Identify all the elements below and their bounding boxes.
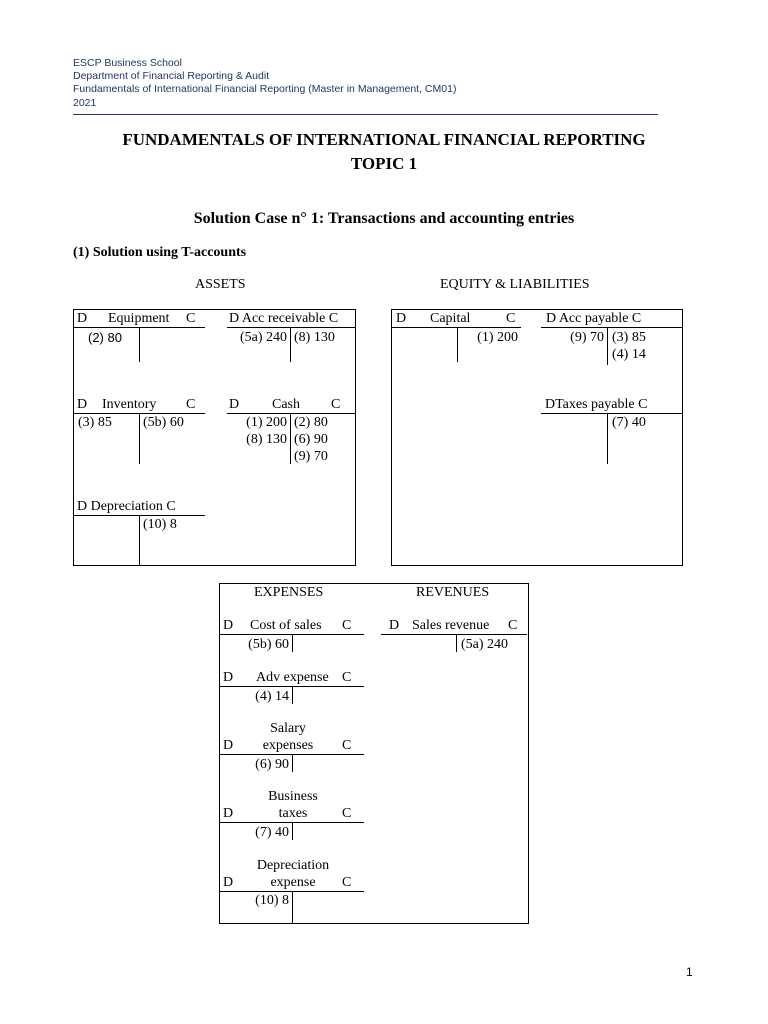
- cost-of-sales-debit-entry: (5b) 60: [248, 637, 289, 652]
- taxes-payable-credit-entry: (7) 40: [612, 415, 646, 430]
- depreciation-expense-name-line2: expense: [270, 875, 316, 890]
- document-topic: TOPIC 1: [350, 154, 418, 173]
- acc-payable-divider: [607, 327, 608, 365]
- cash-credit-marker: C: [331, 397, 341, 412]
- header-department: Department of Financial Reporting & Audit: [73, 70, 270, 82]
- salary-expenses-debit-entry: (6) 90: [255, 757, 289, 772]
- cash-divider: [290, 413, 291, 464]
- cost-of-sales-name: Cost of sales: [250, 618, 322, 633]
- adv-expense-debit-entry: (4) 14: [255, 689, 289, 704]
- acc-payable-debit-entry: (9) 70: [570, 330, 604, 345]
- capital-name: Capital: [430, 311, 471, 326]
- acc-receivable-top-line: [227, 327, 356, 328]
- header-course: Fundamentals of International Financial Reporting (Master in Management, CM01): [73, 83, 457, 95]
- depreciation-header: D Depreciation C: [77, 499, 176, 514]
- capital-credit-marker: C: [506, 311, 516, 326]
- revenues-heading: REVENUES: [416, 585, 490, 600]
- depreciation-expense-debit-entry: (10) 8: [255, 893, 289, 908]
- document-title: FUNDAMENTALS OF INTERNATIONAL FINANCIAL REPORTING: [122, 130, 646, 149]
- taxes-payable-divider: [607, 413, 608, 464]
- acc-payable-credit-entry-1: (3) 85: [612, 330, 646, 345]
- capital-top-line: [391, 327, 521, 328]
- business-taxes-credit-marker: C: [342, 806, 352, 821]
- assets-heading: ASSETS: [195, 277, 246, 292]
- equity-liabilities-heading: EQUITY & LIABILITIES: [440, 277, 590, 292]
- capital-credit-entry: (1) 200: [477, 330, 518, 345]
- inventory-credit-marker: C: [186, 397, 196, 412]
- sales-revenue-debit-marker: D: [389, 618, 400, 633]
- cash-debit-entry-1: (1) 200: [246, 415, 287, 430]
- inventory-credit-entry: (5b) 60: [143, 415, 184, 430]
- depreciation-expense-name-line1: Depreciation: [256, 858, 330, 873]
- inventory-debit-entry: (3) 85: [78, 415, 112, 430]
- equipment-credit-marker: C: [186, 311, 196, 326]
- header-year: 2021: [73, 97, 97, 109]
- cash-credit-entry-2: (6) 90: [294, 432, 328, 447]
- sales-revenue-credit-marker: C: [508, 618, 518, 633]
- header-school: ESCP Business School: [73, 57, 182, 69]
- sales-revenue-credit-entry: (5a) 240: [461, 637, 509, 652]
- acc-receivable-divider: [290, 327, 291, 362]
- adv-expense-debit-marker: D: [223, 670, 234, 685]
- page-number: 1: [686, 965, 693, 979]
- business-taxes-divider: [292, 822, 293, 840]
- inventory-divider: [139, 413, 140, 464]
- salary-expenses-credit-marker: C: [342, 738, 352, 753]
- cash-credit-entry-1: (2) 80: [294, 415, 328, 430]
- acc-receivable-credit-entry: (8) 130: [294, 330, 335, 345]
- taxes-payable-top-line: [541, 413, 683, 414]
- acc-receivable-header: D Acc receivable C: [229, 311, 339, 326]
- acc-payable-top-line: [541, 327, 683, 328]
- business-taxes-name-line1: Business: [268, 789, 318, 804]
- salary-expenses-name-line2: expenses: [262, 738, 314, 753]
- cost-of-sales-debit-marker: D: [223, 618, 234, 633]
- sales-revenue-top-line: [381, 634, 527, 635]
- equipment-name: Equipment: [108, 311, 170, 326]
- capital-debit-marker: D: [396, 311, 407, 326]
- depreciation-credit-entry: (10) 8: [143, 517, 177, 532]
- capital-divider: [457, 327, 458, 362]
- cash-top-line: [227, 413, 356, 414]
- salary-expenses-debit-marker: D: [223, 738, 234, 753]
- inventory-name: Inventory: [102, 397, 157, 412]
- acc-payable-credit-entry-2: (4) 14: [612, 347, 646, 362]
- business-taxes-debit-entry: (7) 40: [255, 825, 289, 840]
- cash-debit-marker: D: [229, 397, 240, 412]
- equipment-debit-entry: (2) 80: [88, 330, 122, 345]
- equipment-divider: [139, 327, 140, 362]
- inventory-debit-marker: D: [77, 397, 88, 412]
- sales-revenue-name: Sales revenue: [412, 618, 490, 633]
- salary-expenses-name-line1: Salary: [270, 721, 306, 736]
- expenses-heading: EXPENSES: [254, 585, 324, 600]
- depreciation-expense-credit-marker: C: [342, 875, 352, 890]
- adv-expense-divider: [292, 686, 293, 704]
- cost-of-sales-divider: [292, 634, 293, 652]
- header-rule: [73, 114, 658, 115]
- depreciation-expense-divider: [292, 891, 293, 923]
- cash-name: Cash: [272, 397, 300, 412]
- case-title: Solution Case n° 1: Transactions and accounting entries: [193, 210, 575, 227]
- section-title: (1) Solution using T-accounts: [73, 245, 247, 260]
- depreciation-expense-debit-marker: D: [223, 875, 234, 890]
- acc-payable-header: D Acc payable C: [546, 311, 642, 326]
- sales-revenue-divider: [456, 634, 457, 652]
- adv-expense-credit-marker: C: [342, 670, 352, 685]
- depreciation-divider: [139, 515, 140, 566]
- business-taxes-name-line2: taxes: [278, 806, 308, 821]
- equipment-debit-marker: D: [77, 311, 88, 326]
- cash-credit-entry-3: (9) 70: [294, 449, 328, 464]
- acc-receivable-debit-entry: (5a) 240: [239, 330, 287, 345]
- adv-expense-name: Adv expense: [256, 670, 329, 685]
- business-taxes-debit-marker: D: [223, 806, 234, 821]
- salary-expenses-divider: [292, 754, 293, 772]
- cash-debit-entry-2: (8) 130: [246, 432, 287, 447]
- cost-of-sales-credit-marker: C: [342, 618, 352, 633]
- taxes-payable-header: DTaxes payable C: [545, 397, 648, 412]
